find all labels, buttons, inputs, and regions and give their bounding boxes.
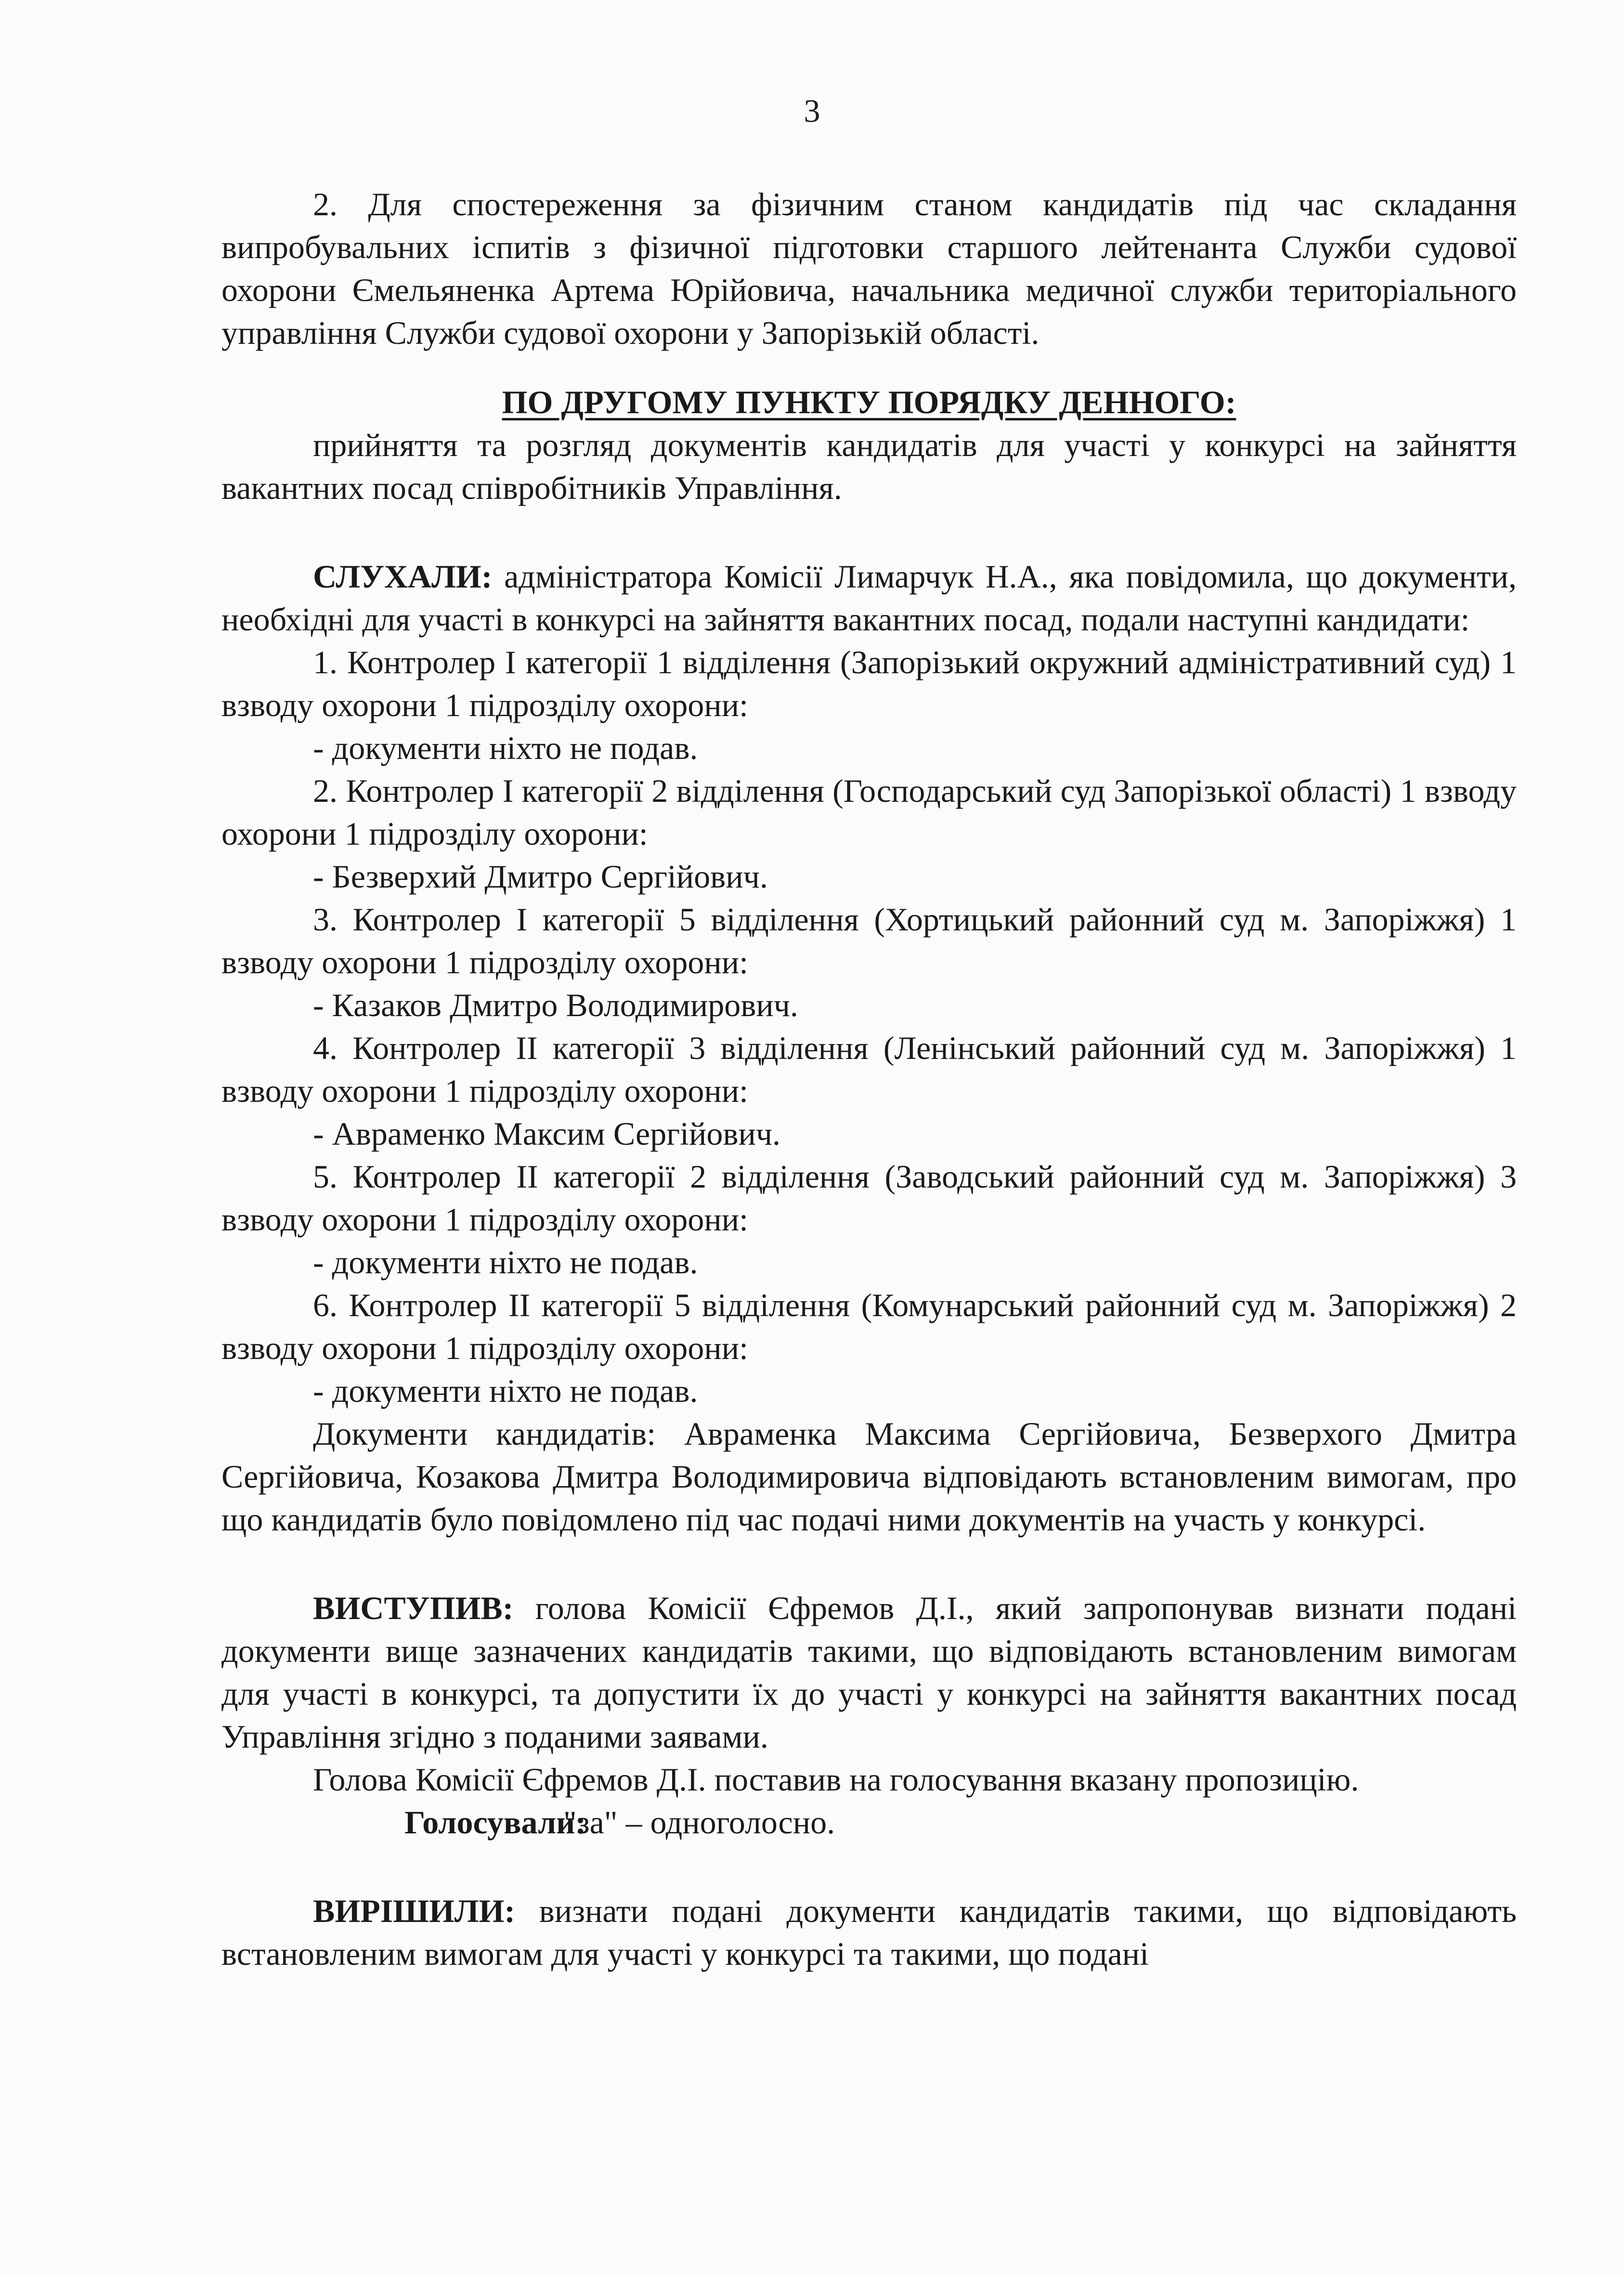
- decided-text: визнати подані документи кандидатів такими, що відповідають встановленим вимогам для участі у конкурсі та такими, що подані: [221, 1893, 1517, 1972]
- spoke-label: ВИСТУПИВ:: [313, 1590, 514, 1626]
- decided-label: ВИРІШИЛИ:: [313, 1893, 516, 1929]
- position-5-candidate: - документи ніхто не подав.: [313, 1244, 698, 1281]
- spoke-paragraph: [221, 1587, 1517, 1758]
- page-number: 3: [804, 92, 820, 129]
- voted-label: Голосували:: [404, 1804, 586, 1841]
- position-4-candidate: - Авраменко Максим Сергійович.: [313, 1115, 781, 1152]
- vote-proposal: Голова Комісії Єфремов Д.І. поставив на голосування вказану пропозицію.: [313, 1761, 1359, 1798]
- intro-paragraph: 2. Для спостереження за фізичним станом кандидатів під час складання випробувальних іспитів з фізичної підготовки старшого лейтенанта Служби судової охорони Ємельяненка Артема Юрійовича, начальника медичної служби територіального управління Служби судової охорони у Запорізькій області.: [221, 186, 1517, 351]
- position-6-title: 6. Контролер ІІ категорії 5 відділення (Комунарський районний суд м. Запоріжжя) 2 взводу охорони 1 підрозділу охорони:: [221, 1287, 1517, 1366]
- position-2-title: 2. Контролер І категорії 2 відділення (Господарський суд Запорізької області) 1 взводу охорони 1 підрозділу охорони:: [221, 772, 1517, 852]
- position-5-title: 5. Контролер ІІ категорії 2 відділення (Заводський районний суд м. Запоріжжя) 3 взводу охорони 1 підрозділу охорони:: [221, 1158, 1517, 1238]
- position-2-candidate: - Безверхий Дмитро Сергійович.: [313, 858, 768, 895]
- position-1-title: 1. Контролер І категорії 1 відділення (Запорізький окружний адміністративний суд) 1 взводу охорони 1 підрозділу охорони:: [221, 644, 1517, 723]
- heard-paragraph: [221, 555, 1517, 641]
- agenda-heading: ПО ДРУГОМУ ПУНКТУ ПОРЯДКУ ДЕННОГО:: [502, 384, 1236, 420]
- spoke-text: голова Комісії Єфремов Д.І., який запропонував визнати подані документи вище зазначених кандидатів такими, що відповідають встановленим вимогам для участі в конкурсі, та допустити їх до участі у конкурсі на зайняття вакантних посад Управління згідно з поданими заявами.: [221, 1590, 1517, 1755]
- heard-label: СЛУХАЛИ:: [313, 558, 493, 595]
- decided-paragraph: [221, 1890, 1517, 1975]
- position-1-candidate: - документи ніхто не подав.: [313, 730, 698, 766]
- document-body: [221, 183, 1517, 1975]
- documents-note: Документи кандидатів: Авраменка Максима Сергійовича, Безверхого Дмитра Сергійовича, Козакова Дмитра Володимировича відповідають встановленим вимогам, про що кандидатів було повідомлено під час подачі ними документів на участь у конкурсі.: [221, 1415, 1517, 1538]
- voted-line: [221, 1801, 1517, 1844]
- position-3-candidate: - Казаков Дмитро Володимирович.: [313, 987, 798, 1023]
- heard-text: адміністратора Комісії Лимарчук Н.А., яка повідомила, що документи, необхідні для участі в конкурсі на зайняття вакантних посад, подали наступні кандидати:: [221, 558, 1517, 638]
- position-6-candidate: - документи ніхто не подав.: [313, 1372, 698, 1409]
- position-4-title: 4. Контролер ІІ категорії 3 відділення (Ленінський районний суд м. Запоріжжя) 1 взводу охорони 1 підрозділу охорони:: [221, 1030, 1517, 1109]
- position-3-title: 3. Контролер І категорії 5 відділення (Хортицький районний суд м. Запоріжжя) 1 взводу охорони 1 підрозділу охорони:: [221, 901, 1517, 980]
- agenda-text: прийняття та розгляд документів кандидатів для участі у конкурсі на зайняття вакантних посад співробітників Управління.: [221, 427, 1517, 506]
- voted-text: "за" – одноголосно.: [563, 1804, 835, 1841]
